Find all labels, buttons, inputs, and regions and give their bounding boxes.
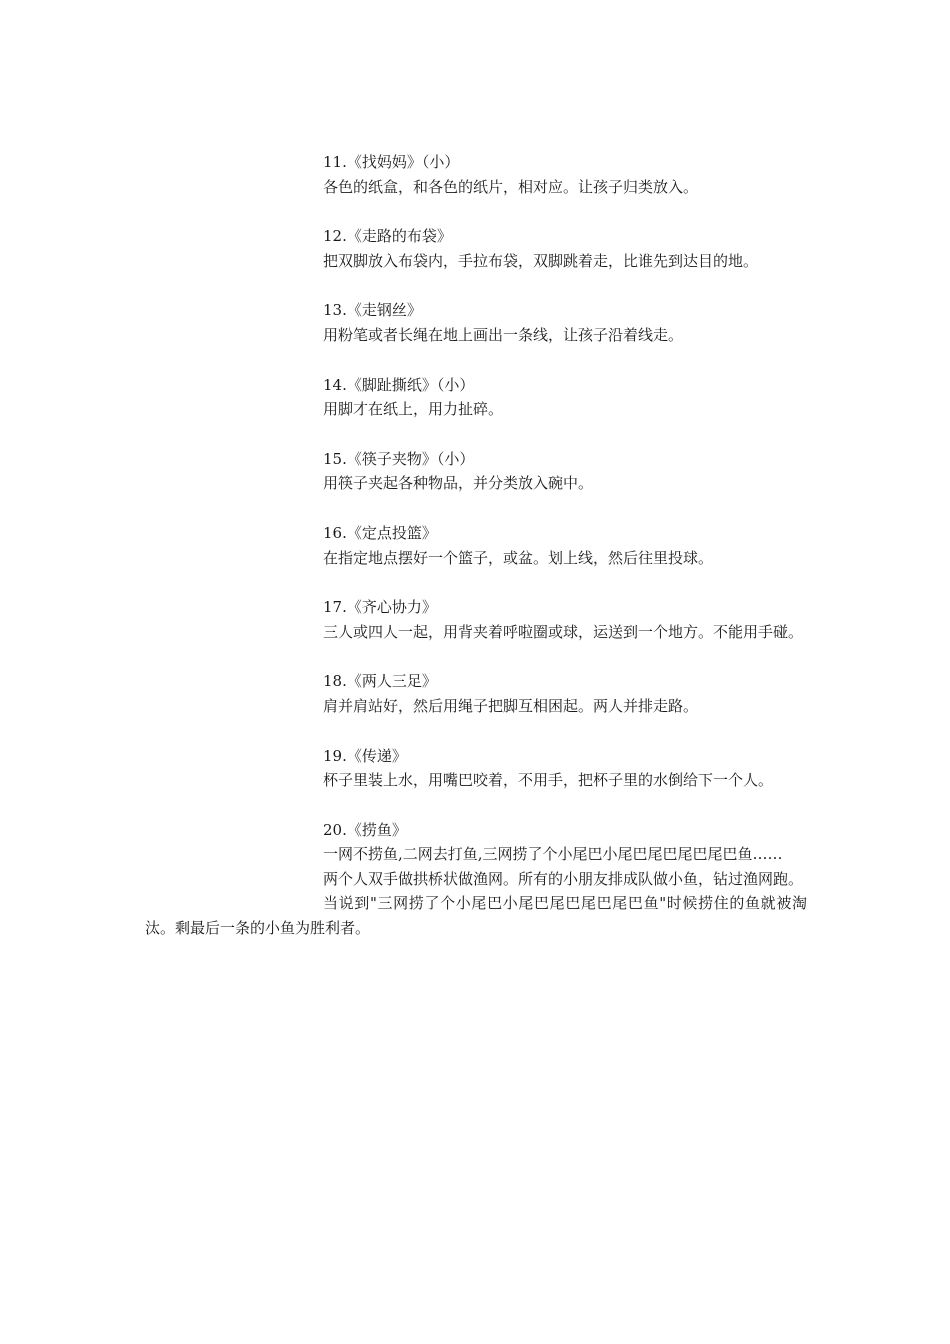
- game-item: [145, 669, 807, 718]
- game-description: 杯子里装上水，用嘴巴咬着，不用手，把杯子里的水倒给下一个人。: [323, 771, 774, 790]
- game-title: 18.《两人三足》: [323, 672, 437, 691]
- game-item: [145, 298, 807, 347]
- game-title: 16.《定点投篮》: [323, 523, 437, 542]
- game-description: 用粉笔或者长绳在地上画出一条线，让孩子沿着线走。: [323, 325, 684, 344]
- game-description: 各色的纸盒，和各色的纸片，相对应。让孩子归类放入。: [323, 177, 699, 196]
- game-title: 15.《筷子夹物》（小）: [323, 449, 475, 468]
- game-title: 11.《找妈妈》（小）: [323, 153, 460, 171]
- game-item: [145, 373, 807, 422]
- game-title: 13.《走钢丝》: [323, 301, 422, 320]
- game-description: 当说到"三网捞了个小尾巴小尾巴尾巴尾巴尾巴鱼"时候捞住的鱼就被淘汰。剩最后一条的小鱼为胜利者。: [145, 894, 807, 938]
- game-title: 14.《脚趾撕纸》（小）: [323, 375, 475, 394]
- game-description: 用脚才在纸上，用力扯碎。: [323, 400, 504, 419]
- game-item: [145, 521, 807, 570]
- game-description: 一网不捞鱼,二网去打鱼,三网捞了个小尾巴小尾巴尾巴尾巴尾巴鱼……: [323, 845, 783, 864]
- game-description: 三人或四人一起，用背夹着呼啦圈或球，运送到一个地方。不能用手碰。: [323, 622, 804, 641]
- game-description: 把双脚放入布袋内，手拉布袋，双脚跳着走，比谁先到达目的地。: [323, 251, 759, 270]
- game-title: 20.《捞鱼》: [323, 820, 407, 839]
- game-item: [145, 447, 807, 496]
- game-description: 用筷子夹起各种物品，并分类放入碗中。: [323, 474, 594, 493]
- game-title: 12.《走路的布袋》: [323, 227, 452, 246]
- game-title: 19.《传递》: [323, 746, 407, 765]
- game-description: 肩并肩站好，然后用绳子把脚互相困起。两人并排走路。: [323, 696, 699, 715]
- game-title: 17.《齐心协力》: [323, 598, 437, 617]
- game-item: [145, 150, 807, 199]
- game-item: [145, 595, 807, 644]
- game-description: 两个人双手做拱桥状做渔网。所有的小朋友排成队做小鱼，钻过渔网跑。: [323, 869, 804, 888]
- game-description: 在指定地点摆好一个篮子，或盆。划上线，然后往里投球。: [323, 548, 714, 567]
- game-item: [145, 818, 807, 941]
- game-item: [145, 744, 807, 793]
- game-item: [145, 224, 807, 273]
- document-body: [145, 150, 807, 966]
